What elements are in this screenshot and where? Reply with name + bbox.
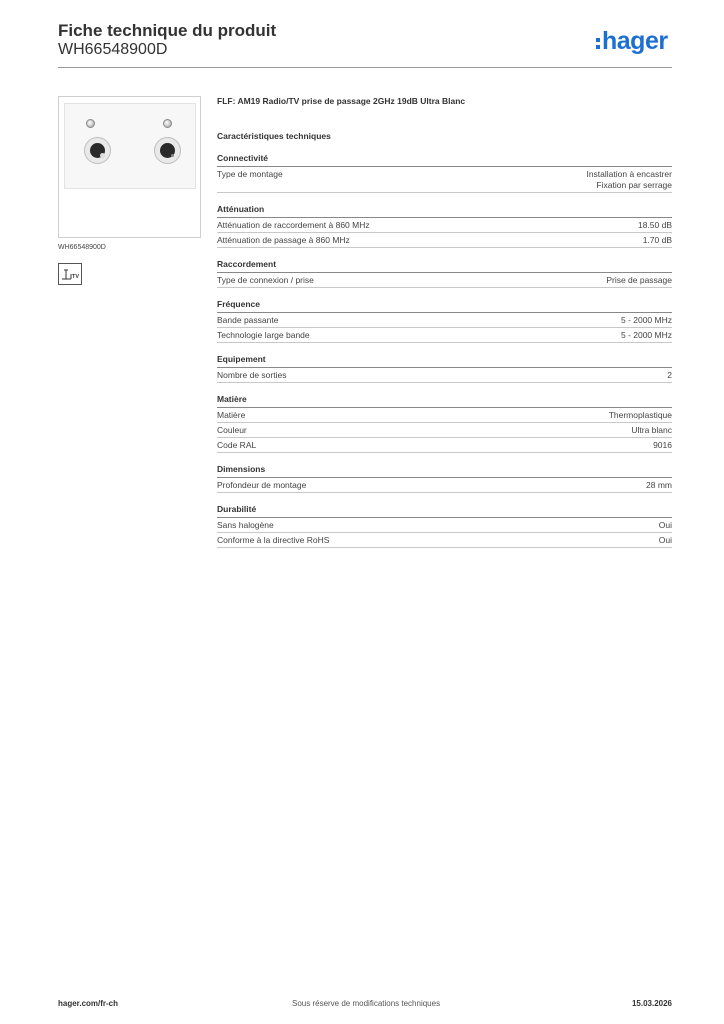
spec-value	[609, 410, 672, 421]
spec-row	[217, 533, 672, 548]
spec-value	[659, 520, 672, 531]
spec-row	[217, 408, 672, 423]
spec-label: Atténuation de raccordement à 860 MHz	[217, 220, 370, 230]
spec-value-line: 5 - 2000 MHz	[620, 330, 672, 340]
spec-label: Conforme à la directive RoHS	[217, 535, 330, 545]
spec-section	[217, 354, 672, 383]
section-title: Atténuation	[217, 204, 672, 218]
product-image	[58, 96, 201, 238]
spec-value	[631, 425, 672, 436]
spec-label: Type de connexion / prise	[217, 275, 314, 285]
spec-value-line: 9016	[653, 440, 672, 450]
section-title: Durabilité	[217, 504, 672, 518]
spec-sections	[217, 153, 672, 548]
spec-section	[217, 259, 672, 288]
spec-value-line: Thermoplastique	[608, 410, 672, 420]
spec-label: Couleur	[217, 425, 247, 435]
spec-value	[667, 370, 672, 381]
spec-label: Technologie large bande	[217, 330, 310, 340]
spec-value	[586, 169, 672, 191]
footer-date: 15.03.2026	[631, 999, 672, 1008]
tv-socket-icon	[84, 137, 111, 164]
spec-section	[217, 504, 672, 548]
spec-section	[217, 394, 672, 453]
spec-value	[621, 315, 672, 326]
spec-row	[217, 313, 672, 328]
section-title: Connectivité	[217, 153, 672, 167]
product-name: FLF: AM19 Radio/TV prise de passage 2GHz 19dB Ultra Blanc	[217, 96, 466, 106]
screw-icon	[163, 119, 172, 128]
spec-value	[653, 440, 672, 451]
section-title: Dimensions	[217, 464, 672, 478]
spec-row	[217, 478, 672, 493]
spec-value-line: Fixation par serrage	[596, 180, 672, 190]
screw-icon	[86, 119, 95, 128]
spec-row	[217, 167, 672, 193]
spec-row	[217, 273, 672, 288]
footer-disclaimer: Sous réserve de modifications techniques	[292, 999, 441, 1008]
spec-value-line: 1.70 dB	[642, 235, 672, 245]
spec-label: Code RAL	[217, 440, 257, 450]
tv-symbol-icon	[58, 263, 82, 285]
spec-label: Sans halogène	[217, 520, 274, 530]
header-divider	[58, 67, 672, 68]
spec-value-line: Oui	[658, 535, 672, 545]
spec-section	[217, 204, 672, 248]
socket-plate	[64, 103, 196, 189]
spec-row	[217, 423, 672, 438]
spec-section	[217, 153, 672, 193]
hager-logo	[596, 26, 668, 56]
spec-value-line: Installation à encastrer	[586, 169, 672, 179]
spec-row	[217, 368, 672, 383]
spec-label: Profondeur de montage	[217, 480, 307, 490]
spec-value	[646, 480, 672, 491]
tech-specs-heading: Caractéristiques techniques	[217, 131, 331, 141]
spec-value-line: 5 - 2000 MHz	[620, 315, 672, 325]
spec-value-line: Oui	[658, 520, 672, 530]
spec-value-line: Ultra blanc	[631, 425, 672, 435]
spec-label: Bande passante	[217, 315, 279, 325]
spec-row	[217, 438, 672, 453]
spec-section	[217, 464, 672, 493]
spec-section	[217, 299, 672, 343]
spec-label: Nombre de sorties	[217, 370, 287, 380]
section-title: Raccordement	[217, 259, 672, 273]
spec-value	[638, 220, 672, 231]
spec-value-line: 2	[667, 370, 672, 380]
section-title: Equipement	[217, 354, 672, 368]
spec-value-line: Prise de passage	[606, 275, 672, 285]
spec-value-line: 18.50 dB	[637, 220, 672, 230]
section-title: Matière	[217, 394, 672, 408]
spec-label: Matière	[217, 410, 246, 420]
spec-value	[621, 330, 672, 341]
radio-socket-icon	[154, 137, 181, 164]
logo-text: hager	[602, 26, 668, 55]
tv-symbol-text: TV	[72, 274, 80, 280]
spec-content	[217, 96, 672, 548]
spec-value	[659, 535, 672, 546]
spec-label: Atténuation de passage à 860 MHz	[217, 235, 350, 245]
logo-dots-icon	[596, 38, 600, 49]
section-title: Fréquence	[217, 299, 672, 313]
footer-website[interactable]: hager.com/fr-ch	[58, 999, 119, 1008]
spec-row	[217, 328, 672, 343]
spec-row	[217, 218, 672, 233]
spec-value-line: 28 mm	[646, 480, 672, 490]
product-reference: WH66548900D	[58, 41, 168, 58]
spec-label: Type de montage	[217, 169, 283, 179]
image-reference-label: WH66548900D	[58, 244, 106, 251]
spec-row	[217, 518, 672, 533]
spec-value	[606, 275, 672, 286]
page-title: Fiche technique du produit	[58, 21, 277, 40]
spec-row	[217, 233, 672, 248]
spec-value	[643, 235, 672, 246]
